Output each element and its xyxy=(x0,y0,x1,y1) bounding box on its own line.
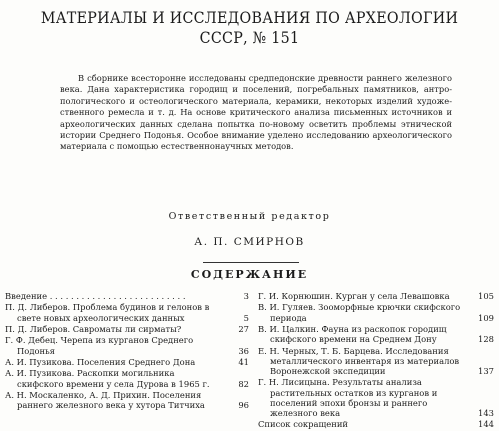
entry-title: А. И. Пузикова. Раскопки могильника скифского времени у села Дурова в 1965 г. xyxy=(5,368,210,389)
entry-title: Список сокращений xyxy=(258,419,349,430)
abstract-line: материала с помощью естественнонаучных методов. xyxy=(60,141,294,152)
entry-title: Г. И. Корнюшин. Курган у села Левашовка xyxy=(258,291,450,301)
entry-title: П. Д. Либеров. Савроматы ли сирматы? xyxy=(5,323,182,334)
contents-entry xyxy=(5,302,249,322)
contents-entry xyxy=(258,419,494,429)
contents-entry xyxy=(258,291,494,301)
editor-name: А. П. СМИРНОВ xyxy=(194,236,305,248)
series-title: МАТЕРИАЛЫ И ИССЛЕДОВАНИЯ ПО АРХЕОЛОГИИ xyxy=(40,9,459,27)
divider xyxy=(203,262,299,263)
entry-title: Е. Н. Черных, Т. Б. Барцева. Исследования металлического инвентаря из материалов Воронежской экспедиции xyxy=(258,345,460,376)
entry-page: 3 xyxy=(243,291,249,301)
entry-page: 105 xyxy=(478,291,494,301)
abstract-line: истории Среднего Подонья. Особое внимание уделено исследованию археологического xyxy=(60,130,452,141)
entry-page: 109 xyxy=(478,312,494,323)
contents-entry xyxy=(5,324,249,334)
entry-title: В. И. Цалкин. Фауна из раскопок городищ скифского времени на Среднем Дону xyxy=(258,323,447,345)
entry-title: П. Д. Либеров. Проблема будинов и гелонов в свете новых археологических данных xyxy=(5,302,210,323)
entry-page: 144 xyxy=(478,419,494,430)
contents-column-left xyxy=(5,291,249,412)
contents-entry xyxy=(5,357,249,367)
entry-page: 128 xyxy=(478,334,494,345)
editor-label: Ответственный редактор xyxy=(168,211,331,222)
entry-title: Г. Ф. Дебец. Черепа из курганов Среднего Подонья xyxy=(5,335,194,356)
entry-title: В. И. Гуляев. Зооморфные крючки скифского периода xyxy=(258,302,461,323)
abstract-line: ственного ремесла и т. д. На основе критического анализа письменных источников и xyxy=(60,107,452,118)
entry-title: Г. Н. Лисицына. Результаты анализа растительных остатков из курганов и поселений эпохи бронзы и раннего железного века xyxy=(258,377,438,418)
entry-page: 27 xyxy=(238,323,249,334)
entry-title: Введение . . . . . . . . . . . . . . . . . . . . . . . . . . xyxy=(5,291,186,301)
contents-column-right xyxy=(258,291,494,431)
entry-page: 41 xyxy=(238,356,249,367)
contents-entry xyxy=(5,390,249,410)
contents-entry xyxy=(258,377,494,418)
entry-page: 5 xyxy=(243,312,249,323)
abstract-line: века. Дана характеристика городищ и поселений, погребальных памятников, антро- xyxy=(60,84,452,95)
entry-page: 137 xyxy=(478,365,494,376)
entry-page: 36 xyxy=(238,345,249,356)
abstract xyxy=(60,73,452,153)
series-volume: СССР, № 151 xyxy=(199,29,300,47)
abstract-line: В сборнике всесторонне исследованы средпедонские древности раннего железного xyxy=(78,73,452,83)
abstract-line: пологического и остеологического материала, керамики, некоторых изделий художе- xyxy=(60,95,452,106)
entry-page: 96 xyxy=(238,400,249,411)
entry-title: А. Н. Москаленко, А. Д. Прихин. Поселения раннего железного века у хутора Титчиха xyxy=(5,389,205,411)
entry-title: А. И. Пузикова. Поселения Среднего Дона xyxy=(5,356,196,367)
contents-entry xyxy=(5,335,249,355)
contents-heading: СОДЕРЖАНИЕ xyxy=(190,268,309,281)
contents-entry xyxy=(5,291,249,301)
contents-entry xyxy=(258,302,494,322)
contents-entry xyxy=(5,368,249,388)
abstract-line: археологических данных сделана попытка по-новому осветить проблемы этнической xyxy=(60,118,452,129)
contents-entry xyxy=(258,324,494,344)
entry-page: 143 xyxy=(478,407,494,418)
contents-entry xyxy=(258,346,494,377)
entry-page: 82 xyxy=(238,378,249,389)
